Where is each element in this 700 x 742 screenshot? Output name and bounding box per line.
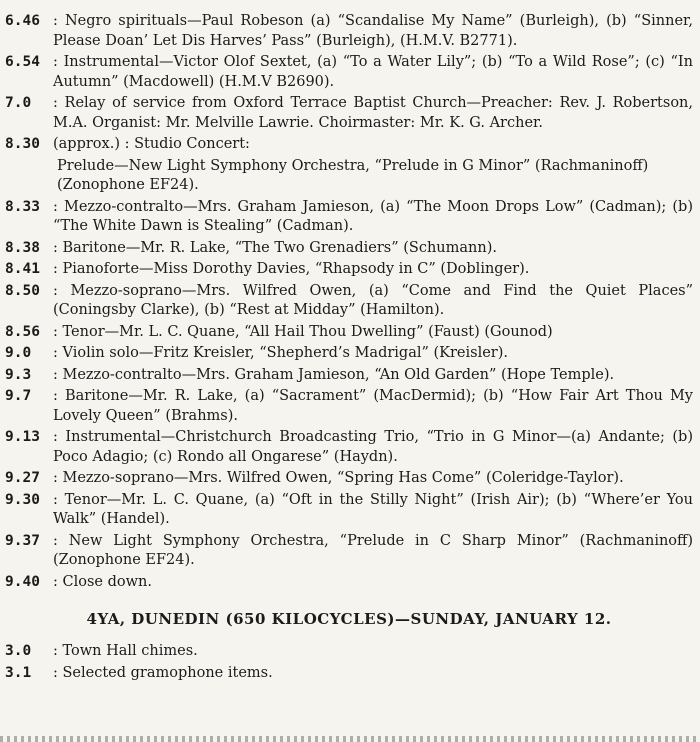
programme-entry: [5, 387, 693, 426]
programme-entry: [5, 239, 693, 259]
entry-time: 8.30: [5, 136, 40, 152]
entry-time: 9.27: [5, 470, 40, 486]
entry-text: : Tenor—Mr. L. C. Quane, “All Hail Thou Dwelling” (Faust) (Gounod): [53, 323, 553, 340]
programme-entry: [5, 469, 693, 489]
entry-time: 8.38: [5, 239, 40, 256]
entry-time: 3.1: [5, 664, 32, 681]
entry-text: : New Light Symphony Orchestra, “Prelude in C Sharp Minor” (Rachmaninoff) (Zonophone EF24).: [53, 532, 693, 568]
entry-text: : Mezzo-soprano—Mrs. Wilfred Owen, (a) “Come and Find the Quiet Places” (Coningsby Clarke), (b) “Rest at Midday” (Hamilton).: [53, 282, 693, 318]
programme-entry: [5, 642, 693, 662]
programme-entry: [5, 135, 693, 155]
programme-entry: [5, 532, 693, 571]
entry-text: : Negro spirituals—Paul Robeson (a) “Scandalise My Name” (Burleigh), (b) “Sinner, Please Doan’ Let Dis Harves’ Pass” (Burleigh), (H.M.V. B2771).: [53, 13, 693, 49]
entry-text: : Violin solo—Fritz Kreisler, “Shepherd’s Madrigal” (Kreisler).: [53, 345, 509, 361]
programme-entry: [5, 282, 693, 321]
entry-time: 9.3: [5, 366, 32, 383]
programme-column: [5, 12, 693, 685]
entry-time: 9.30: [5, 491, 40, 508]
entry-time: 8.56: [5, 323, 40, 340]
page-bottom-rule: [0, 736, 700, 742]
entry-text: : Instrumental—Christchurch Broadcasting Trio, “Trio in G Minor—(a) Andante; (b) Poco Adagio; (c) Rondo all Ongarese” (Haydn).: [53, 429, 693, 465]
entry-text: : Town Hall chimes.: [53, 643, 198, 659]
entry-time: 8.50: [5, 282, 40, 299]
entry-time: 6.54: [5, 54, 40, 70]
programme-entry: [5, 491, 693, 530]
entry-text: : Pianoforte—Miss Dorothy Davies, “Rhapsody in C” (Doblinger).: [53, 261, 530, 277]
entry-time: 9.37: [5, 532, 40, 549]
entry-time: 9.0: [5, 345, 32, 361]
entry-time: 9.7: [5, 388, 32, 404]
programme-entry: [5, 573, 693, 593]
programme-entry: [5, 53, 693, 92]
entry-text: : Mezzo-contralto—Mrs. Graham Jamieson, (a) “The Moon Drops Low” (Cadman); (b) “The White Dawn is Stealing” (Cadman).: [53, 198, 693, 234]
entry-time: 9.13: [5, 429, 40, 445]
entry-time: 8.41: [5, 261, 40, 277]
entry-time: 7.0: [5, 95, 32, 111]
entry-text: : Relay of service from Oxford Terrace Baptist Church—Preacher: Rev. J. Robertson, M.A. Organist: Mr. Melville Lawrie. Choirmaster: Mr. K. G. Archer.: [53, 95, 693, 131]
programme-entry: [5, 198, 693, 237]
entry-text: : Instrumental—Victor Olof Sextet, (a) “To a Water Lily”; (b) “To a Wild Rose”; (c) “In Autumn” (Macdowell) (H.M.V B2690).: [53, 54, 693, 90]
entry-time: 3.0: [5, 643, 32, 659]
entry-time: 9.40: [5, 573, 40, 590]
programme-entry: [5, 260, 693, 280]
entry-time: 8.33: [5, 198, 40, 215]
entry-time: 6.46: [5, 13, 40, 29]
programme-entry: [5, 12, 693, 51]
entry-text: (approx.) : Studio Concert:: [53, 136, 250, 152]
entry-text: : Selected gramophone items.: [53, 664, 273, 681]
entry-text: : Baritone—Mr. R. Lake, “The Two Grenadiers” (Schumann).: [53, 239, 497, 256]
programme-entry: [5, 94, 693, 133]
entry-text: : Tenor—Mr. L. C. Quane, (a) “Oft in the Stilly Night” (Irish Air); (b) “Where’er You Walk” (Handel).: [53, 491, 693, 527]
section-heading: 4YA, DUNEDIN (650 KILOCYCLES)—SUNDAY, JANUARY 12.: [86, 610, 612, 628]
entry-text: : Mezzo-contralto—Mrs. Graham Jamieson, “An Old Garden” (Hope Temple).: [53, 366, 615, 383]
programme-entry: [5, 428, 693, 467]
entry-text: : Baritone—Mr. R. Lake, (a) “Sacrament” (MacDermid); (b) “How Fair Art Thou My Lovely Queen” (Brahms).: [53, 388, 693, 424]
entry-text: : Close down.: [53, 573, 152, 590]
programme-entry: [5, 344, 693, 364]
entry-text: : Mezzo-soprano—Mrs. Wilfred Owen, “Spring Has Come” (Coleridge-Taylor).: [53, 470, 624, 486]
programme-entry: [5, 366, 693, 386]
programme-entry: [5, 323, 693, 343]
prelude-line: Prelude—New Light Symphony Orchestra, “Prelude in G Minor” (Rachmaninoff) (Zonophone EF24).: [57, 157, 649, 193]
programme-entry: [5, 664, 693, 684]
